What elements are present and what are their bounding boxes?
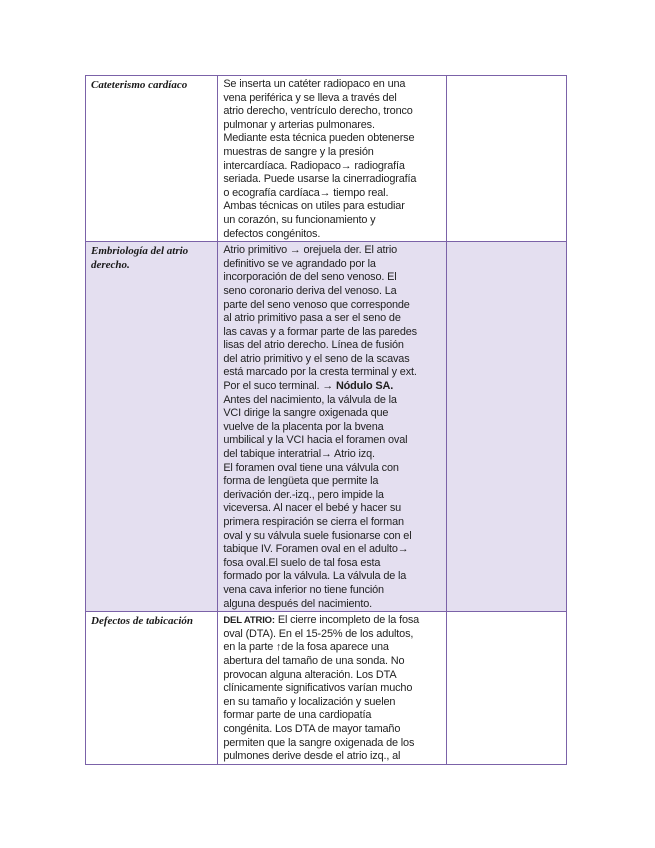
description-line: un corazón, su funcionamiento y (223, 213, 376, 226)
description-line: provocan alguna alteración. Los DTA (223, 668, 397, 681)
description-line: en su tamaño y localización y suelen (223, 695, 396, 708)
description-line: derivación der.-izq., pero impide la (223, 488, 384, 501)
description-line: intercardíaca. Radiopaco→ radiografía (223, 159, 405, 172)
description-line: congénita. Los DTA de mayor tamaño (223, 722, 401, 735)
description-line: Se inserta un catéter radiopaco en una (223, 78, 406, 90)
description-line: Antes del nacimiento, la válvula de la (223, 393, 397, 406)
description-line: Mediante esta técnica pueden obtenerse (223, 132, 415, 145)
document-page (85, 75, 567, 765)
description-line: fosa oval.El suelo de tal fosa esta (223, 556, 381, 569)
description-line: del atrio primitivo y el seno de la scavas (223, 352, 410, 365)
description-line: oval (DTA). En el 15-25% de los adultos, (223, 627, 414, 640)
study-table (85, 75, 567, 765)
description-line: pulmones derive desde el atrio izq., al (223, 750, 401, 763)
description-line: oval y su válvula suele fusionarse con el (223, 529, 412, 542)
description-cell (218, 242, 447, 612)
description-line: las cavas y a formar parte de las paredes (223, 325, 417, 338)
description-line: pulmonar y arterias pulmonares. (223, 118, 375, 131)
term-cell (86, 612, 218, 765)
description-line: tabique IV. Foramen oval en el adulto→ (223, 543, 409, 556)
description-line: parte del seno venoso que corresponde (223, 298, 410, 311)
description-line: atrio derecho, ventrículo derecho, tronco (223, 105, 413, 118)
description-line: en la parte ↑de la fosa aparece una (223, 641, 389, 654)
description-line: umbilical y la VCI hacia el foramen oval (223, 434, 408, 447)
description-line: del tabique interatrial→ Atrio izq. (223, 448, 375, 461)
notes-cell (447, 612, 567, 765)
description-line: defectos congénitos. (223, 227, 321, 240)
description-cell (218, 76, 447, 242)
description-line: muestras de sangre y la presión (223, 145, 374, 158)
description-line: formado por la válvula. La válvula de la (223, 570, 407, 583)
notes-cell (447, 76, 567, 242)
description-line: primera respiración se cierra el forman (223, 516, 404, 528)
description-line (223, 614, 442, 628)
description-line: incorporación de del seno venoso. El (223, 271, 397, 284)
description-line: Atrio primitivo → orejuela der. El atrio (223, 244, 398, 257)
description-line: seno coronario deriva del venoso. La (223, 284, 397, 297)
term-cell (86, 242, 218, 612)
term-label: Defectos de tabicación (91, 615, 194, 628)
description-line: alguna después del nacimiento. (223, 597, 372, 610)
table-row (86, 242, 567, 612)
term-cell (86, 76, 218, 242)
description-line: clínicamente significativos varían mucho (223, 682, 413, 695)
term-label: Embriología del atrio derecho. (91, 245, 189, 272)
description-line: está marcado por la cresta terminal y ext. (223, 366, 417, 379)
description-line: vena cava inferior no tiene función (223, 583, 384, 596)
description-line: abertura del tamaño de una sonda. No (223, 654, 405, 667)
description-line: formar parte de una cardiopatía (223, 709, 372, 722)
term-label: Cateterismo cardíaco (91, 79, 188, 91)
description-line: forma de lengüeta que permite la (223, 475, 379, 488)
description-text: Por el suco terminal. (223, 380, 320, 393)
notes-cell (447, 242, 567, 612)
description-text: El cierre incompleto de la fosa (274, 614, 420, 627)
description-line: Ambas técnicas on utiles para estudiar (223, 200, 405, 213)
description-line: definitivo se ve agrandado por la (223, 257, 376, 270)
bold-highlight: → Nódulo SA. (322, 380, 394, 393)
description-line: El foramen oval tiene una válvula con (223, 461, 399, 474)
description-line: vena periférica y se lleva a través del (223, 91, 397, 104)
description-line: vuelve de la placenta por la bvena (223, 420, 384, 433)
description-line (223, 380, 442, 394)
description-cell (218, 612, 447, 765)
description-line: o ecografía cardíaca→ tiempo real. (223, 186, 389, 199)
caps-prefix: DEL ATRIO: (223, 615, 275, 627)
table-row (86, 612, 567, 765)
description-line: al atrio primitivo pasa a ser el seno de (223, 312, 401, 325)
description-line: lisas del atrio derecho. Línea de fusión (223, 339, 404, 352)
description-line: seriada. Puede usarse la cinerradiografía (223, 173, 417, 186)
description-line: viceversa. Al nacer el bebé y hacer su (223, 502, 402, 515)
description-line: permiten que la sangre oxigenada de los (223, 736, 415, 749)
table-row (86, 76, 567, 242)
description-line: VCI dirige la sangre oxigenada que (223, 407, 389, 420)
